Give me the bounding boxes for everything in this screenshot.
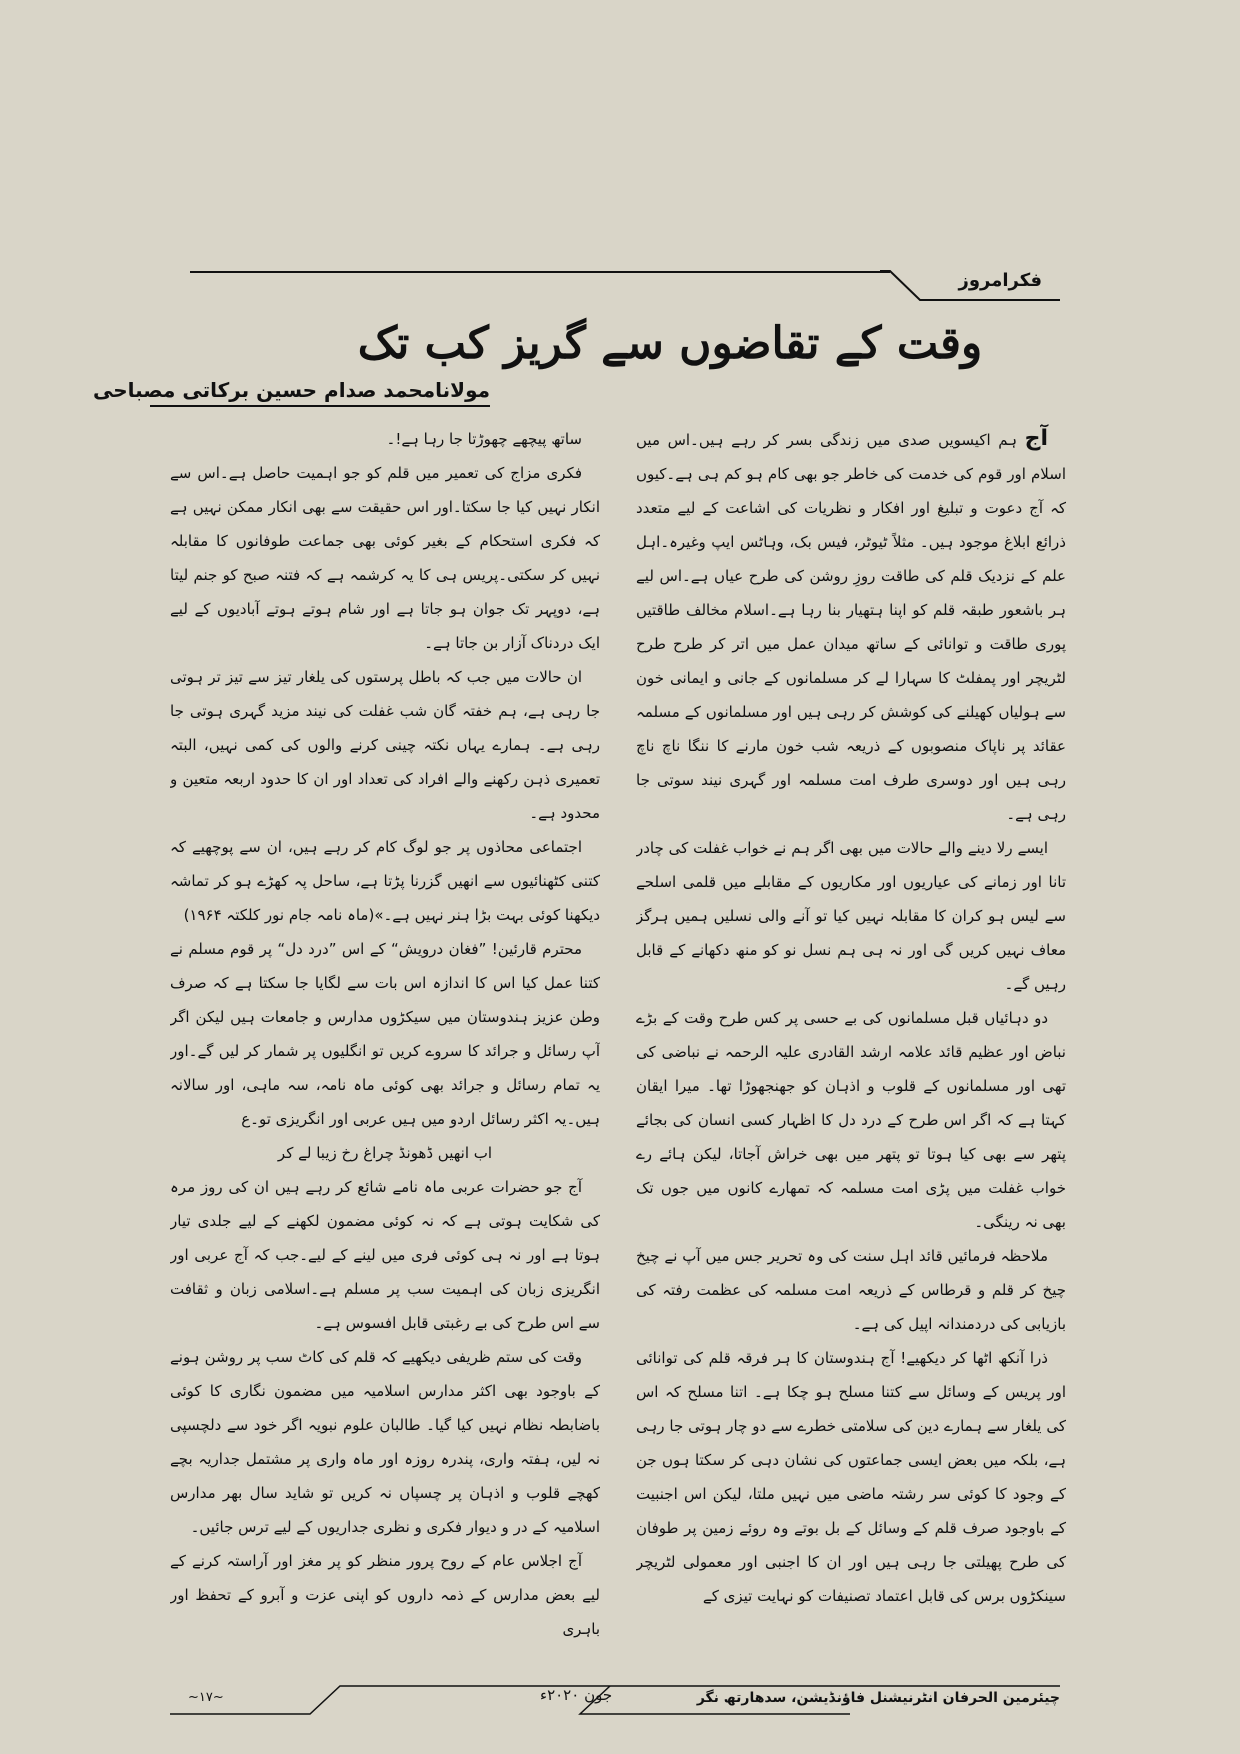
right-column (636, 422, 1066, 1662)
paragraph: ان حالات میں جب کہ باطل پرستوں کی یلغار تیز سے تیز تر ہوتی جا رہی ہے، ہم خفتہ گان شب غفلت کی نیند مزید گہری ہوتی جا رہی ہے۔ ہمارے یہاں نکتہ چینی کرنے والوں کی کمی نہیں، البتہ تعمیری ذہن رکھنے والے افراد کی تعداد اور ان کا حدود اربعہ متعین و محدود ہے۔ (170, 668, 600, 822)
author-name: مولانامحمد صدام حسین برکاتی مصباحی (150, 378, 490, 407)
article-title: وقت کے تقاضوں سے گریز کب تک (357, 318, 983, 369)
paragraph: ملاحظہ فرمائیں قائد اہل سنت کی وہ تحریر جس میں آپ نے چیخ چیخ کر قلم و قرطاس کے ذریعہ امت مسلمہ کی عظمت رفتہ کی بازیابی کی دردمندانہ اپیل کی ہے۔ (636, 1247, 1066, 1333)
paragraph: آج اجلاس عام کے روح پرور منظر کو پر مغز اور آراستہ کرنے کے لیے بعض مدارس کے ذمہ داروں کو اپنی عزت و آبرو کے تحفظ اور باہری (170, 1552, 600, 1638)
paragraph: وقت کی ستم ظریفی دیکھیے کہ قلم کی کاٹ سب پر روشن ہونے کے باوجود بھی اکثر مدارس اسلامیہ میں مضمون نگاری کا کوئی باضابطہ نظام نہیں کیا گیا۔ طالبان علوم نبویہ اگر خود سے دلچسپی نہ لیں، ہفتہ واری، پندرہ روزہ اور ماہ واری پر مشتمل جداریہ بچے کھچے قلوب و اذہان پر چسپاں نہ کریں تو شاید سال بھر مدارس اسلامیہ کے در و دیوار فکری و نظری جداریوں کے لیے ترس جائیں۔ (170, 1348, 600, 1536)
paragraph: آج ہم اکیسویں صدی میں زندگی بسر کر رہے ہیں۔اس میں اسلام اور قوم کی خدمت کی خاطر جو بھی کام ہو کم ہی ہے۔کیوں کہ آج دعوت و تبلیغ اور افکار و نظریات کی اشاعت کے لیے متعدد ذرائع ابلاغ موجود ہیں۔ مثلاً ٹیوٹر، فیس بک، وہاٹس ایپ وغیرہ۔اہل علم کے نزدیک قلم کی طاقت روزِ روشن کی طرح عیاں ہے۔اس لیے ہر باشعور طبقہ قلم کو اپنا ہتھیار بنا رہا ہے۔اسلام مخالف طاقتیں پوری طاقت و توانائی کے ساتھ میدان عمل میں اتر کر طرح طرح لٹریچر اور پمفلٹ کا سہارا لے کر مسلمانوں کے جانی و ایمانی خون سے ہولیاں کھیلنے کی کوشش کر رہی ہیں اور مسلمانوں کے مسلمہ عقائد پر ناپاک منصوبوں کے ذریعہ شب خون مارنے کا ننگا ناچ ناچ رہی ہیں اور دوسری طرف امت مسلمہ اور گہری نیند سوتی جا رہی ہے۔ (636, 426, 1066, 823)
section-tag: فکرامروز (958, 270, 1042, 291)
dropcap: آج (1024, 426, 1048, 451)
paragraph: اجتماعی محاذوں پر جو لوگ کام کر رہے ہیں، ان سے پوچھیے کہ کتنی کٹھنائیوں سے انھیں گزرنا پڑتا ہے، ساحل پہ کھڑے ہو کر تماشہ دیکھنا کوئی بہت بڑا ہنر نہیں ہے۔»(ماہ نامہ جام نور کلکتہ ۱۹۶۴) (170, 838, 600, 924)
paragraph: ساتھ پیچھے چھوڑتا جا رہا ہے!۔ (386, 430, 582, 448)
header-rule (190, 271, 890, 273)
paragraph: آج جو حضرات عربی ماہ نامے شائع کر رہے ہیں ان کی روز مرہ کی شکایت ہوتی ہے کہ نہ کوئی مضمون لکھنے کے لیے جلدی تیار ہوتا ہے اور نہ ہی کوئی فری میں لینے کے لیے۔جب کہ آج عربی اور انگریزی زبان کی اہمیت سب پر مسلم ہے۔اسلامی زبان و ثقافت سے اس طرح کی بے رغبتی قابل افسوس ہے۔ (170, 1178, 600, 1332)
paragraph: ذرا آنکھ اٹھا کر دیکھیے! آج ہندوستان کا ہر فرقہ قلم کی توانائی اور پریس کے وسائل سے کتنا مسلح ہو چکا ہے۔ اتنا مسلح کہ اس کی یلغار سے ہمارے دین کی سلامتی خطرے سے دو چار ہوتی جا رہی ہے، بلکہ میں بعض ایسی جماعتوں کی نشان دہی کر سکتا ہوں جن کے وجود کا کوئی سر رشتہ ماضی میں نہیں ملتا، لیکن اس اجنبیت کے باوجود صرف قلم کے وسائل کے بل بوتے وہ روئے زمین پر طوفان کی طرح پھیلتی جا رہی ہیں اور ان کا اجنبی اور معمولی لٹریچر سینکڑوں برس کی قابل اعتماد تصنیفات کو نہایت تیزی کے (636, 1349, 1066, 1605)
paragraph: فکری مزاج کی تعمیر میں قلم کو جو اہمیت حاصل ہے۔اس سے انکار نہیں کیا جا سکتا۔اور اس حقیقت سے بھی انکار ممکن نہیں ہے کہ فکری استحکام کے بغیر کوئی بھی جماعت طوفانوں کا مقابلہ نہیں کر سکتی۔پریس ہی کا یہ کرشمہ ہے کہ فتنہ صبح کو جنم لیتا ہے، دوپہر تک جوان ہو جاتا ہے اور شام ہوتے ہوتے آبادیوں کے لیے ایک دردناک آزار بن جاتا ہے۔ (170, 464, 600, 652)
page-number: ~۱۷~ (188, 1690, 224, 1705)
page-footer (170, 1680, 1070, 1720)
paragraph: ایسے رلا دینے والے حالات میں بھی اگر ہم نے خواب غفلت کی چادر تانا اور زمانے کی عیاریوں اور مکاریوں کے مقابلے میں قلمی اسلحے سے لیس ہو کران کا مقابلہ نہیں کیا تو آنے والی نسلیں ہمیں ہرگز معاف نہیں کریں گی اور نہ ہی ہم نسل نو کو منھ دکھانے کے قابل رہیں گے۔ (636, 839, 1066, 993)
paragraph: محترم قارئین! ”فغان درویش“ کے اس ”درد دل“ پر قوم مسلم نے کتنا عمل کیا اس کا اندازہ اس بات سے لگایا جا سکتا ہے کہ صرف وطن عزیز ہندوستان میں سیکڑوں مدارس و جامعات ہیں لیکن اگر آپ رسائل و جرائد کا سروے کریں تو انگلیوں پر شمار کر لیں گے۔اور یہ تمام رسائل و جرائد بھی کوئی ماہ نامہ، سہ ماہی، اور سالانہ ہیں۔یہ اکثر رسائل اردو میں ہیں عربی اور انگریزی تو۔ع (170, 940, 600, 1128)
verse-line: اب انھیں ڈھونڈ چراغ رخ زیبا لے کر (277, 1144, 493, 1162)
paragraph: دو دہائیاں قبل مسلمانوں کی بے حسی پر کس طرح وقت کے بڑے نباض اور عظیم قائد علامہ ارشد القادری علیہ الرحمہ نے نباضی کی تھی اور مسلمانوں کے قلوب و اذہان کو جھنجھوڑا تھا۔ میرا ایقان کہتا ہے کہ اگر اس طرح کے درد دل کا اظہار کسی انسان کی بجائے پتھر سے بھی کیا ہوتا تو پتھر میں بھی خراش آجاتا، لیکن ہائے رے خواب غفلت میں پڑی امت مسلمہ کہ تمھارے کانوں میں جوں تک بھی نہ رینگی۔ (636, 1009, 1066, 1231)
section-tag-box (880, 262, 1060, 302)
footer-publisher: چیئرمین الحرفان انٹرنیشنل فاؤنڈیشن، سدھارتھ نگر (696, 1690, 1060, 1706)
left-column (170, 422, 600, 1662)
footer-date: جون ۲۰۲۰ء (540, 1686, 613, 1704)
